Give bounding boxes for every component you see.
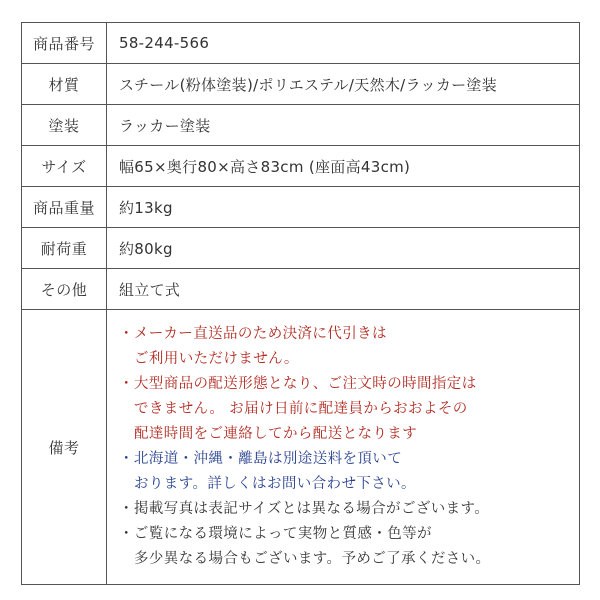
note-line: ・大型商品の配送形態となり、ご注文時の時間指定は	[119, 376, 477, 392]
spec-label: 商品重量	[22, 187, 107, 228]
spec-value: 組立て式	[107, 269, 580, 310]
spec-value: 58-244-566	[107, 23, 580, 64]
spec-label: 耐荷重	[22, 228, 107, 269]
note-item	[119, 447, 579, 497]
spec-row-size	[22, 146, 580, 187]
spec-value: ラッカー塗装	[107, 105, 580, 146]
note-line: 多少異なる場合もございます。予めご了承ください。	[134, 551, 491, 567]
note-item	[119, 497, 579, 522]
note-line: おります。詳しくはお問い合わせ下さい。	[134, 476, 416, 492]
note-item	[119, 522, 579, 572]
notes-cell	[107, 310, 580, 585]
note-line: 配達時間をご連絡してから配送となります	[134, 426, 418, 442]
note-line: ・北海道・沖縄・離島は別途送料を頂いて	[119, 451, 403, 467]
spec-label: 材質	[22, 64, 107, 105]
spec-row-load-capacity	[22, 228, 580, 269]
note-line: ・掲載写真は表記サイズとは異なる場合がございます。	[119, 501, 490, 517]
spec-label: サイズ	[22, 146, 107, 187]
spec-label: 備考	[22, 310, 107, 585]
note-line: できません。 お届け日前に配達員からおおよその	[134, 401, 468, 417]
spec-value: 約13kg	[107, 187, 580, 228]
spec-row-material	[22, 64, 580, 105]
spec-row-notes	[22, 310, 580, 585]
spec-value: 約80kg	[107, 228, 580, 269]
note-line: ・ご覧になる環境によって実物と質感・色等が	[119, 526, 432, 542]
spec-value: 幅65×奥行80×高さ83cm (座面高43cm)	[107, 146, 580, 187]
spec-row-other	[22, 269, 580, 310]
note-line: ・メーカー直送品のため決済に代引きは	[119, 326, 387, 342]
note-line: ご利用いただけません。	[134, 351, 299, 367]
product-spec-table	[21, 22, 580, 585]
spec-value: スチール(粉体塗装)/ポリエステル/天然木/ラッカー塗装	[107, 64, 580, 105]
spec-row-weight	[22, 187, 580, 228]
note-item	[119, 372, 579, 447]
spec-row-finish	[22, 105, 580, 146]
spec-label: その他	[22, 269, 107, 310]
spec-label: 商品番号	[22, 23, 107, 64]
note-item	[119, 322, 579, 372]
spec-label: 塗装	[22, 105, 107, 146]
spec-row-product-number	[22, 23, 580, 64]
notes-list	[107, 314, 579, 580]
